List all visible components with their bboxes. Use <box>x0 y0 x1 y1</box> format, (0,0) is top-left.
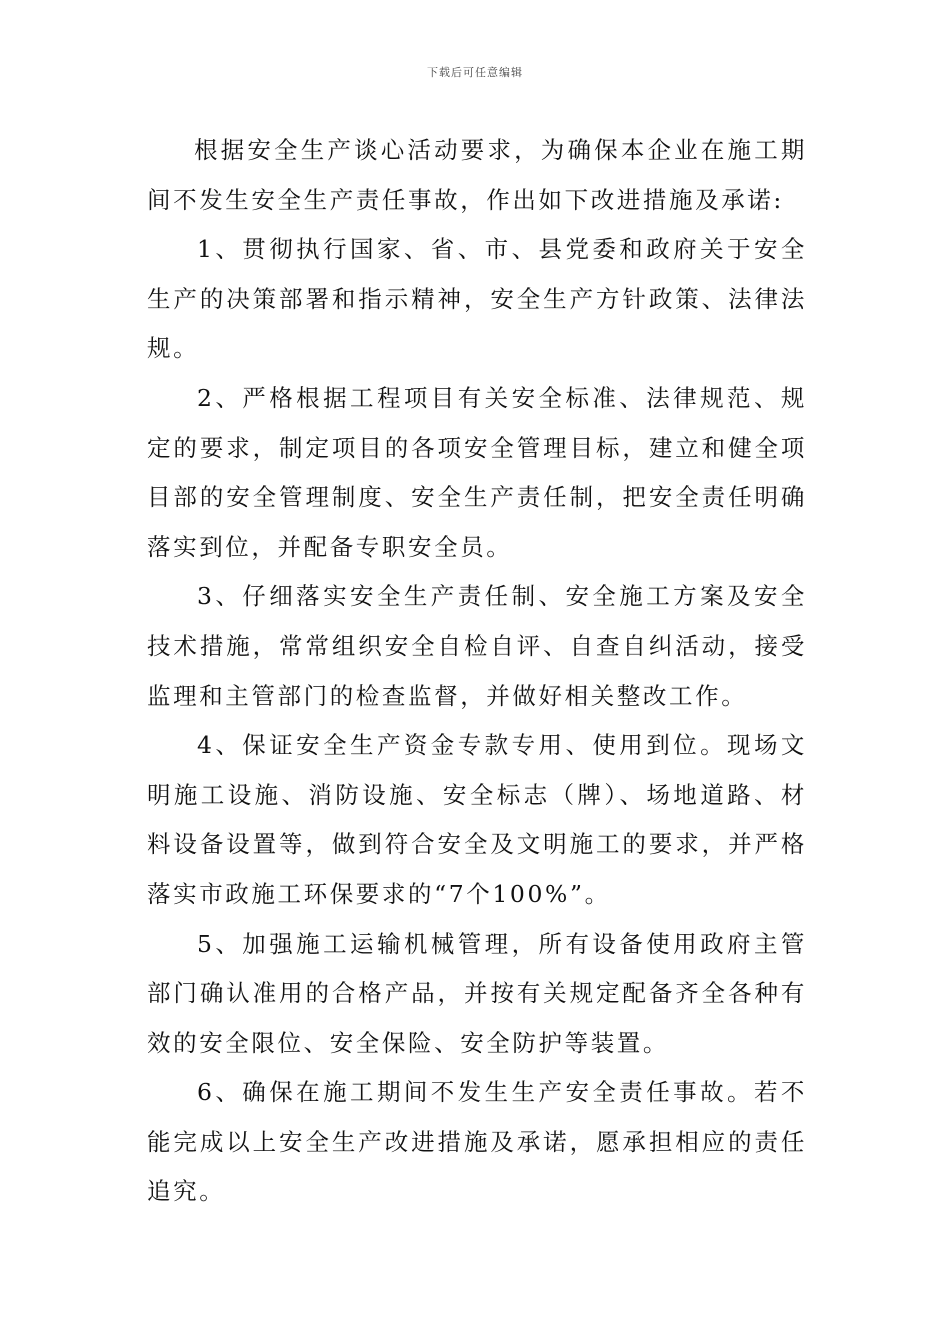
commitment-item-6: 6、确保在施工期间不发生生产安全责任事故。若不能完成以上安全生产改进措施及承诺，愿承担相应的责任追究。 <box>147 1078 807 1206</box>
commitment-item-2: 2、严格根据工程项目有关安全标准、法律规范、规定的要求，制定项目的各项安全管理目标，建立和健全项目部的安全管理制度、安全生产责任制，把安全责任明确落实到位，并配备专职安全员。 <box>147 383 807 561</box>
commitment-item-3: 3、仔细落实安全生产责任制、安全施工方案及安全技术措施，常常组织安全自检自评、自查自纠活动，接受监理和主管部门的检查监督，并做好相关整改工作。 <box>147 582 807 710</box>
commitment-item-4: 4、保证安全生产资金专款专用、使用到位。现场文明施工设施、消防设施、安全标志（牌）、场地道路、材料设备设置等，做到符合安全及文明施工的要求，并严格落实市政施工环保要求的“7个100%”。 <box>147 731 807 908</box>
commitment-item-5: 5、加强施工运输机械管理，所有设备使用政府主管部门确认准用的合格产品，并按有关规定配备齐全各种有效的安全限位、安全保险、安全防护等装置。 <box>147 929 807 1057</box>
intro-paragraph: 根据安全生产谈心活动要求，为确保本企业在施工期间不发生安全生产责任事故，作出如下改进措施及承诺: <box>147 136 807 214</box>
document-body <box>147 126 807 1217</box>
page-header: 下载后可任意编辑 <box>427 66 523 79</box>
commitment-item-1: 1、贯彻执行国家、省、市、县党委和政府关于安全生产的决策部署和指示精神，安全生产方针政策、法律法规。 <box>147 235 807 363</box>
